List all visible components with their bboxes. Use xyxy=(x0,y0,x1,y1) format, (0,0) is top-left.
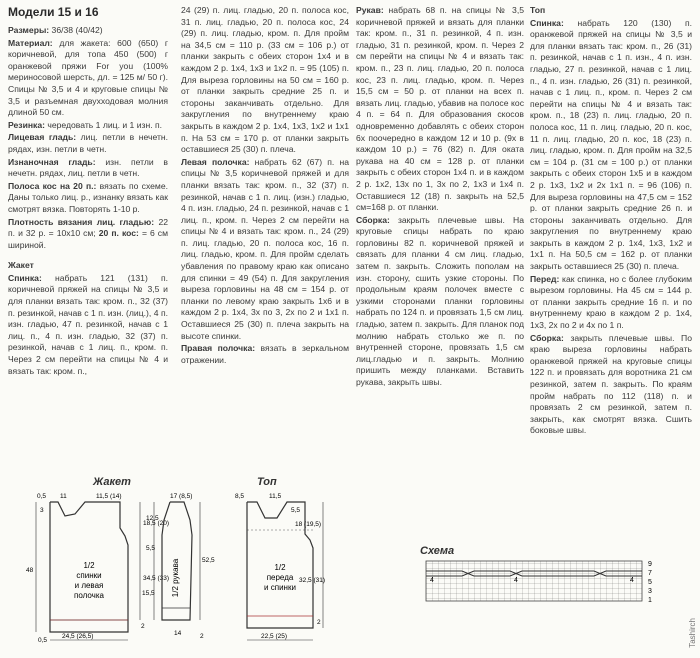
js-cap-a: 12,5 xyxy=(146,515,159,522)
scheme-num-c: 4 xyxy=(630,577,634,584)
tb-hem: 2 xyxy=(317,619,321,626)
jb-side-h: 48 xyxy=(26,567,34,574)
cable-scheme-chart xyxy=(420,558,660,608)
jb-l2: спинки xyxy=(76,571,102,580)
scheme-num-b: 4 xyxy=(514,577,518,584)
stockinette: Лицевая гладь: лиц. петли в нечетн. рядах, изн. петли в четн. xyxy=(8,132,169,154)
jacket-diagram-title: Жакет xyxy=(93,476,131,488)
top-heading: Топ xyxy=(530,5,546,15)
right-front: Правая полочка: вязать в зеркальном отражении. xyxy=(181,343,349,365)
material: Материал: для жакета: 600 (650) г коричневой, для топа 450 (500) г оранжевой пряжи For you (100% мериносовой шерсть, дл. = 125 м/ 50 г). Спицы № 3,5 и 4 и круговые спицы № 3,5 и разъемная двухходовая молния длиной 50 см. xyxy=(8,37,169,118)
watermark: Tashirch xyxy=(688,618,697,648)
tb-neck-b: 5,5 xyxy=(291,507,301,514)
jb-body-h: 34,5 (33) xyxy=(143,575,170,582)
js-bottom: 14 xyxy=(174,630,182,637)
jb-l1: 1/2 xyxy=(83,561,95,570)
tb-l2: переда xyxy=(266,573,294,582)
js-cap-b: 5,5 xyxy=(146,545,156,552)
jb-l4: полочка xyxy=(74,591,104,600)
column-1 xyxy=(8,5,168,378)
tb-arm-h: 18 (19,5) xyxy=(295,521,322,528)
rib: Резинка: чередовать 1 лиц. и 1 изн. п. xyxy=(8,119,163,130)
jb-shoulder: 0,5 xyxy=(37,493,47,500)
tb-bottom: 22,5 (25) xyxy=(261,633,288,640)
tb-body-h: 32,5 (31) xyxy=(299,577,326,584)
jacket-back-cont: 24 (29) п. лиц. гладью, 20 п. полоса кос, 31 п. лиц. гладью, 20 п. полоса кос, 24 (29) п. лиц. гладью, кром. п. Для пройм на 34,5 см = 110 р. (33 см = 106 р.) от планки закрыть с обеих сторон 1х4 и в каждом 2 р. 1х4, 1х3 и 1х2 п. = 95 (105) п. Для выреза горловины на 50 см = 160 р. от планки закрыть средние 25 п. и стороны заканчивать отдельно. Для закругления по внутреннему краю закрыть в каждом 2 р. 1х4, 1х3, 1х2 и 1х1 п. На 53 см = 170 р. от планки закрыть оставшиеся 25 (30) п. плеча. xyxy=(181,5,349,155)
scheme-row-5: 5 xyxy=(648,579,652,586)
js-l1: 1/2 рукава xyxy=(171,558,180,598)
tb-l3: и спинки xyxy=(264,583,296,592)
jb-bottom-edge: 0,5 xyxy=(38,637,48,644)
jacket-assembly: Сборка: закрыть плечевые швы. На круговые спицы набрать по краю горловины 82 п. коричневой пряжей и связать для планки 4 см лиц. гладью, затем п. закрыть. Сложить пополам на изн. сторону, сшить узкие стороны. По продольным краям полочек вместе с узкими сторонами планки горловины набрать по 124 п. и провязать 1,5 см лиц. гладью, затем п. закрыть. Для планок под молнию набрать столько же п. по внутренней стороне, провязать 1,5 см лиц.гладью и п. закрыть. Молнию пришить между планками. Вставить рукава, закрыть швы. xyxy=(356,214,524,387)
column-3 xyxy=(356,5,524,390)
scheme-row-9: 9 xyxy=(648,561,652,568)
tb-l1: 1/2 xyxy=(274,563,286,572)
top-diagram-title: Топ xyxy=(257,476,277,488)
sizes: Размеры: 36/38 (40/42) xyxy=(8,25,103,35)
jb-neck-w: 11 xyxy=(60,493,67,500)
jb-arm-h: 18,5 (20) xyxy=(143,520,170,527)
scheme-row-3: 3 xyxy=(648,588,652,595)
jb-l3: и левая xyxy=(74,581,104,590)
scheme-row-7: 7 xyxy=(648,570,652,577)
top-front: Перед: как спинка, но с более глубоким вырезом горловины. На 45 см = 144 р. от планки закрыть средние 16 п. и по внутреннему краю в каждом 2 р. 1х4, 1х3, 2х по 2 и 4х по 1 п. xyxy=(530,273,692,331)
tb-shoulder-b: 11,5 xyxy=(269,493,282,500)
sleeve: Рукав: набрать 68 п. на спицы № 3,5 коричневой пряжей и вязать для планки так: кром. п., 31 п. резинкой, 4 п. изн. гладью, 31 п. резинкой, кром. п. Через 2 см перейти на спицы № 4 и вязать так: кром. п., 23 п. лиц. гладью, 20 п. полоса кос, 23 п. лиц. гладью, кром. п. Через 15,5 см = 50 р. от планки на всех п. вязать лиц. гладью, убавив на полосе кос 4 п. = 64 п. Для образования скосов одновременно добавлять с обеих сторон 6х поочередно в каждом 12 и 10 р. (9х в каждом 10 р.) = 76 (82) п. Для оката рукава на 40 см = 128 р. от планки закрыть с обеих сторон 1х4 п. и в каждом 2 р. 1х2, 13х по 1, 3х по 2, 1х3 и 1х4 п. Оставшиеся 12 (18) п. закрыть на 52,5 см=168 р. от планки. xyxy=(356,5,525,213)
column-4 xyxy=(530,5,692,438)
scheme-num-a: 4 xyxy=(430,577,434,584)
scheme-title: Схема xyxy=(420,545,455,557)
jacket-back: Спинка: набрать 121 (131) п. коричневой пряжей на спицы № 3,5 и для планки вязать так: кром. п., 32 (37) п. резинкой, начав с 1 п. изн. (лиц.), 4 п. изн. гладью, 47 п. резинкой, начав с 1 лиц. п., 4 п. изн. гладью, 32 (37) п. резинкой, начав с 1 лиц. п., кром. п. Через 2 см перейти на спицы № 4 и вязать так: кром. п., xyxy=(8,272,168,376)
js-bottom-edge: 2 xyxy=(200,633,204,640)
scheme-grid xyxy=(426,561,642,601)
left-front: Левая полочка: набрать 62 (67) п. на спицы № 3,5 коричневой пряжей и для планки вязать так: кром. п., 32 (37) п. резинкой, начав с 1 п. лиц. (изн.) гладью, 4 п. изн. гладью, 24 п. резинкой, начав с 1 лиц. п., кром. п. Через 2 см перейти на спицы № 4 и вязать так: кром. п., 24 (29) п. лиц. гладью, 20 п. полоса кос, 16 п. лиц. гладью, кром. п. Для пройм сделать убавления по правому краю как описано для спинки = 49 (54) п. Для закругления выреза горловины на 48 см = 154 р. от планки по левому краю закрыть 1х6 и в каждом 2 р. 1х4, 3х по 3, 2х по 2 и 1х1 п. Оставшиеся 25 (30) п. плеча закрыть на высоте спинки. xyxy=(181,156,349,341)
jb-shoulder-w: 11,5 (14) xyxy=(96,493,122,500)
gauge: Плотность вязания лиц. гладью: 22 п. и 32 р. = 10х10 см; 20 п. кос: = 6 см шириной. xyxy=(8,216,169,250)
js-hem: 15,5 xyxy=(142,590,155,597)
reverse-stockinette: Изнаночная гладь: изн. петли в нечетн. рядах, лиц. петли в четн. xyxy=(8,156,168,179)
top-back: Спинка: набрать 120 (130) п. оранжевой пряжей на спицы № 3,5 и для планки вязать так: кром. п., 26 (31) п. резинкой, начав с 1 п. изн., 4 п. изн. гладью, 27 п. резинкой, начав с 1 лиц. п., 4 п. изн. гладью, 26 (31) п. резинкой, начав с 1 лиц. п., кром. п. Через 2 см перейти на спицы № 4 и вязать так: кром. п., 18 (23) п. лиц. гладью, 20 п. полоса кос, 11 п. лиц. гладью, 20 п. кос, 11 п. лиц. гладью, 20 п. кос, 18 (23) п. лиц. гладью, кром. п. Для пройм на 32,5 см = 104 р. (31 см = 100 р.) от планки закрыть с обеих сторон 1х5 и в каждом 2 р. 1х3, 1х2 и 2х 1х1 п. = 96 (106) п. Для выреза горловины на 47,5 см = 152 р. от планки закрыть средние 26 п. и стороны заканчивать отдельно. Для закругления по внутреннему краю закрыть в каждом 2 р. 1х4, 1х3, 1х2 и 1х1 п. На 50,5 см = 162 р. от планки закрыть оставшиеся 25 (30) п. плеча. xyxy=(530,17,692,272)
jacket-sleeve-schematic xyxy=(140,490,220,650)
cable-panel: Полоса кос на 20 п.: вязать по схеме. Даны только лиц. р., изнанку вязать как смотрят вязка. Повторять 1-10 р. xyxy=(8,180,168,214)
jb-hem: 2 xyxy=(141,623,145,630)
scheme-row-1: 1 xyxy=(648,597,652,604)
jb-neck-h: 3 xyxy=(40,507,44,514)
top-assembly: Сборка: закрыть плечевые швы. По краю выреза горловины набрать оранжевой пряжей на круговые спицы 122 п. и провязать для воротника 21 см резинкой, затем п. закрыть. По краям пройм набрать по 112 (118) п. и провязать 2 см резинкой, затем п. закрыть, как смотрят вязка. Сшить боковые швы. xyxy=(530,332,693,436)
tb-shoulder-a: 8,5 xyxy=(235,493,245,500)
column-2 xyxy=(181,5,349,367)
jb-bottom: 24,5 (26,5) xyxy=(62,633,94,640)
page-title: Модели 15 и 16 xyxy=(8,5,99,19)
js-top-w: 17 (8,5) xyxy=(170,493,193,500)
top-schematic xyxy=(225,490,335,650)
js-h: 52,5 xyxy=(202,557,215,564)
jacket-heading: Жакет xyxy=(8,260,34,271)
